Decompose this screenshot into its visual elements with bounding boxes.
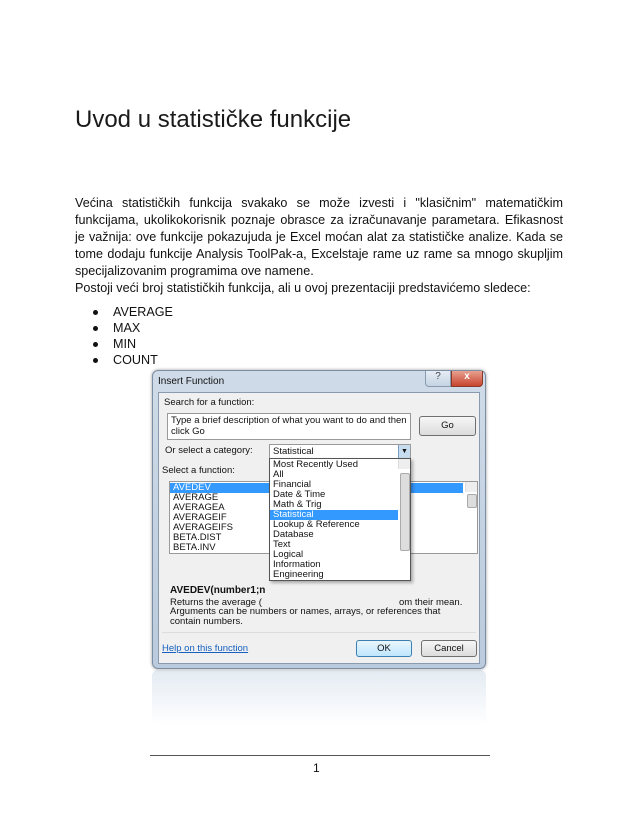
search-input[interactable]: Type a brief description of what you want to do and then click Go xyxy=(167,413,411,440)
category-option[interactable]: Date & Time xyxy=(273,489,326,500)
go-button[interactable]: Go xyxy=(419,416,476,436)
function-label: Select a function: xyxy=(162,465,235,476)
category-list-scrollbar[interactable] xyxy=(398,459,410,469)
function-item[interactable]: BETA.DIST xyxy=(173,532,222,543)
category-option[interactable]: Logical xyxy=(273,549,304,560)
category-option[interactable]: Lookup & Reference xyxy=(273,519,360,530)
category-label: Or select a category: xyxy=(165,445,253,456)
description-start: Returns the average ( xyxy=(170,597,262,608)
cancel-button[interactable]: Cancel xyxy=(421,640,477,657)
function-item[interactable]: BETA.INV xyxy=(173,542,216,553)
category-option[interactable]: Engineering xyxy=(273,569,324,580)
category-option-selected[interactable]: Statistical xyxy=(270,510,398,520)
footer-divider xyxy=(150,755,490,756)
category-value: Statistical xyxy=(273,446,314,457)
dialog-body xyxy=(158,392,480,664)
ok-button[interactable]: OK xyxy=(356,640,412,657)
page-content xyxy=(75,195,563,725)
list-item xyxy=(93,336,563,352)
list-item xyxy=(93,320,563,336)
divider xyxy=(162,632,476,633)
category-select[interactable] xyxy=(269,444,411,459)
bullet-list xyxy=(93,304,563,368)
bullet-icon xyxy=(93,310,98,315)
category-option[interactable]: Database xyxy=(273,529,314,540)
function-signature: AVEDEV(number1;n xyxy=(170,585,266,596)
category-option[interactable]: Math & Trig xyxy=(273,499,322,510)
category-dropdown-list[interactable] xyxy=(269,458,411,581)
function-list-scrollbar[interactable] xyxy=(465,482,477,492)
function-item[interactable]: AVERAGEIFS xyxy=(173,522,234,533)
category-option[interactable]: All xyxy=(273,469,284,480)
intro-text: Postoji veći broj statističkih funkcija, ali u ovoj prezentaciji predstavićemo sledece: xyxy=(75,281,531,295)
page-title: Uvod u statističke funkcije xyxy=(75,106,352,133)
bullet-icon xyxy=(93,326,98,331)
list-item-text: MAX xyxy=(113,321,141,335)
chevron-down-icon[interactable]: ▼ xyxy=(398,445,410,458)
list-item xyxy=(93,304,563,320)
list-item-text: MIN xyxy=(113,337,137,351)
list-item xyxy=(93,352,563,368)
paragraph-text: Većina statističkih funkcija svakako se može izvesti i "klasičnim" matematičkim funkcijama, ukolikokorisnik poznaje obrasce za izračunavanje parametara. Efikasnost je važnija: ove funkcije pokazujuda je Excel moćan alat za statističke analize. Kada se tome dodaju funkcije Analysis ToolPak-a, Excelstaje rame uz rame sa mnogo skupljim specijalizovanim programima ove namene. xyxy=(75,196,563,278)
search-label: Search for a function: xyxy=(164,397,255,408)
description-end: om their mean. xyxy=(399,597,463,608)
function-item[interactable]: AVERAGEIF xyxy=(173,512,227,523)
bullet-icon xyxy=(93,358,98,363)
page-number: 1 xyxy=(313,761,320,775)
help-icon[interactable]: ? xyxy=(425,371,451,387)
function-item-selected[interactable]: AVEDEV xyxy=(170,483,463,493)
category-option[interactable]: Information xyxy=(273,559,321,570)
description-rest: Arguments can be numbers or names, arrays, or references that contain numbers. xyxy=(170,606,441,627)
list-item-text: AVERAGE xyxy=(113,305,173,319)
category-option[interactable]: Financial xyxy=(273,479,312,490)
category-option[interactable]: Most Recently Used xyxy=(273,459,359,470)
insert-function-dialog xyxy=(152,370,486,669)
body-paragraph xyxy=(75,195,563,280)
list-item-text: COUNT xyxy=(113,353,158,367)
close-icon[interactable]: x xyxy=(451,371,483,387)
function-item[interactable]: AVERAGEA xyxy=(173,502,225,513)
category-option[interactable]: Text xyxy=(273,539,291,550)
dialog-title: Insert Function xyxy=(158,376,225,387)
bullet-icon xyxy=(93,342,98,347)
function-item[interactable]: AVERAGE xyxy=(173,492,219,503)
help-on-function-link[interactable]: Help on this function xyxy=(162,643,249,654)
dialog-reflection xyxy=(152,670,486,725)
